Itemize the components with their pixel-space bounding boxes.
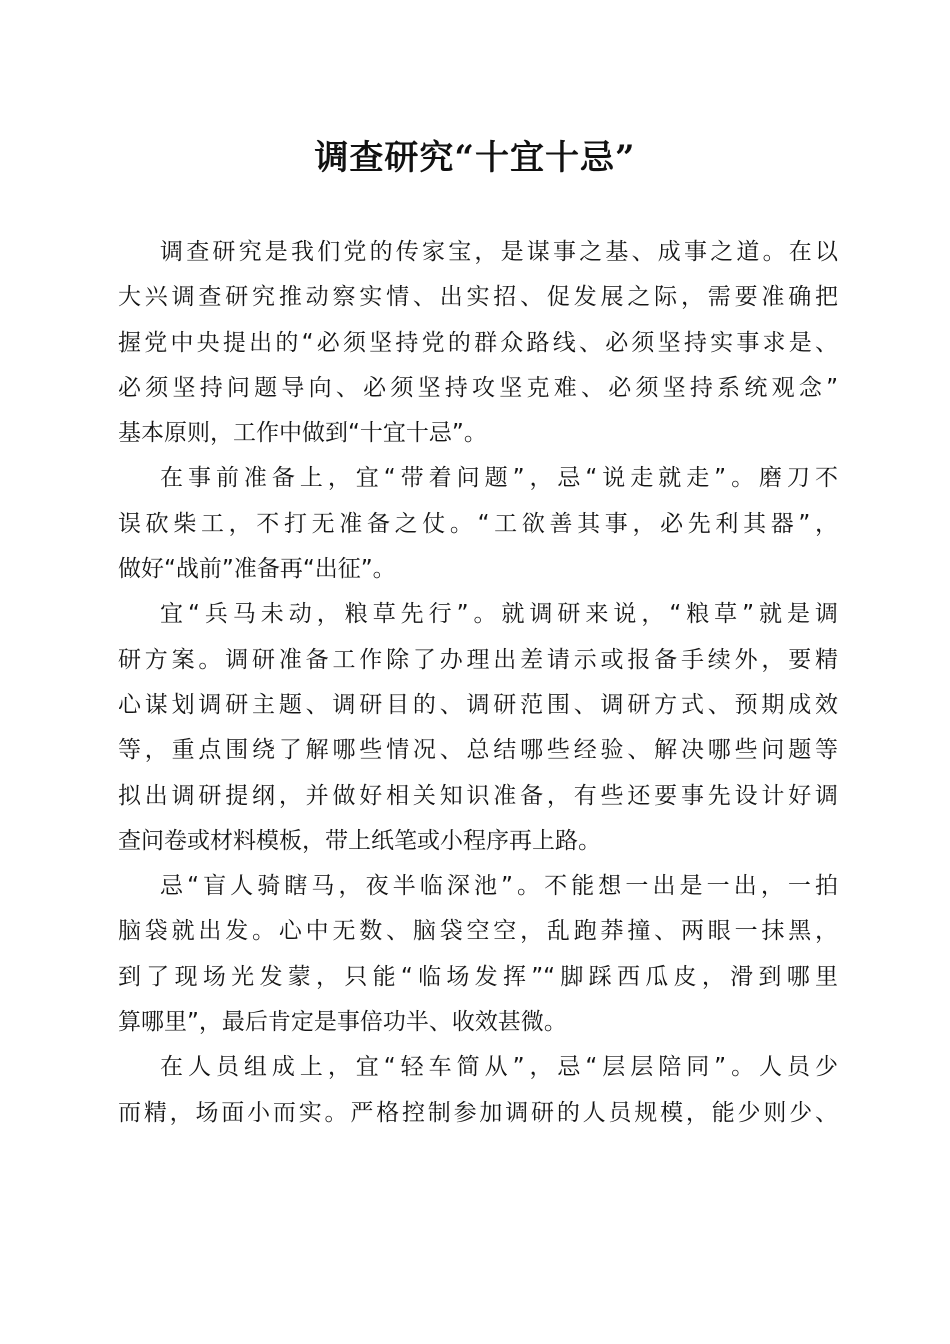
text-line: 算哪里”，最后肯定是事倍功半、收效甚微。 <box>118 1009 567 1036</box>
text-line: 做好“战前”准备再“出征”。 <box>118 556 396 583</box>
text-line: 宜“兵马未动，粮草先行”。就调研来说，“粮草”就是调 <box>160 601 838 628</box>
text-line: 而精，场面小而实。严格控制参加调研的人员规模，能少则少、 <box>118 1099 838 1126</box>
text-line: 基本原则，工作中做到“十宜十忌”。 <box>118 420 487 447</box>
text-line: 忌“盲人骑瞎马，夜半临深池”。不能想一出是一出，一拍 <box>160 873 838 900</box>
document-title: 调查研究“十宜十忌” <box>314 138 636 178</box>
text-line: 研方案。调研准备工作除了办理出差请示或报备手续外，要精 <box>118 646 838 673</box>
text-line: 脑袋就出发。心中无数、脑袋空空，乱跑莽撞、两眼一抹黑， <box>118 918 838 945</box>
text-line: 心谋划调研主题、调研目的、调研范围、调研方式、预期成效 <box>118 691 838 718</box>
text-line: 等，重点围绕了解哪些情况、总结哪些经验、解决哪些问题等 <box>118 737 838 764</box>
paragraph-5 <box>118 1045 838 1136</box>
text-line: 大兴调查研究推动察实情、出实招、促发展之际，需要准确把 <box>118 284 838 311</box>
text-line: 查问卷或材料模板，带上纸笔或小程序再上路。 <box>118 827 601 854</box>
text-line: 必须坚持问题导向、必须坚持攻坚克难、必须坚持系统观念” <box>118 374 838 401</box>
paragraph-4 <box>118 864 838 1045</box>
text-line: 在人员组成上，宜“轻车简从”，忌“层层陪同”。人员少 <box>160 1054 838 1081</box>
text-line: 在事前准备上，宜“带着问题”，忌“说走就走”。磨刀不 <box>160 465 838 492</box>
text-line: 拟出调研提纲，并做好相关知识准备，有些还要事先设计好调 <box>118 782 838 809</box>
text-line: 到了现场光发蒙，只能“临场发挥”“脚踩西瓜皮，滑到哪里 <box>118 963 838 990</box>
paragraph-3 <box>118 592 838 864</box>
paragraph-2 <box>118 456 838 592</box>
paragraph-1 <box>118 230 838 456</box>
text-line: 握党中央提出的“必须坚持党的群众路线、必须坚持实事求是、 <box>118 329 838 356</box>
text-line: 调查研究是我们党的传家宝，是谋事之基、成事之道。在以 <box>160 239 838 265</box>
text-line: 误砍柴工，不打无准备之仗。“工欲善其事，必先利其器”， <box>118 510 838 537</box>
document-body <box>118 230 838 1136</box>
